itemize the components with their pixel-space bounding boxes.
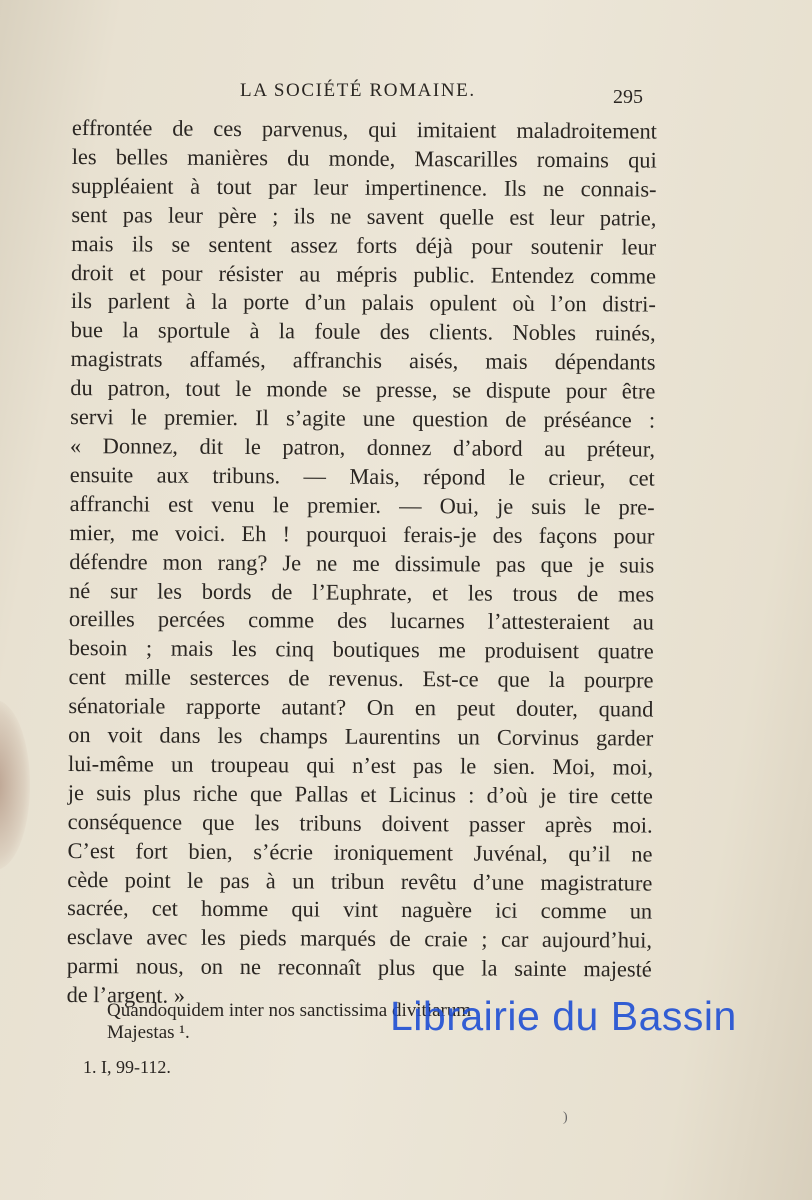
page-number: 295 [613, 86, 643, 108]
text-line: ils parlent à la porte d’un palais opulent où l’on distri- [70, 288, 656, 318]
text-line: droit et pour résister au mépris public. Entendez comme [70, 259, 657, 289]
text-line: les belles manières du monde, Mascarilles romains qui [71, 143, 657, 173]
text-line: sénatoriale rapporte autant? On en peut douter, quand [68, 693, 654, 722]
thumb-shadow [0, 700, 30, 870]
text-line: défendre mon rang? Je ne me dissimule pas que je suis [69, 548, 655, 578]
text-line: magistrats affamés, affranchis aisés, mais dépendants [70, 346, 656, 375]
quote-line-2: Majestas ¹. [107, 1022, 190, 1043]
text-line: affranchi est venu le premier. — Oui, je suis le pre- [69, 490, 655, 520]
text-line: de l’argent. » [66, 982, 186, 1008]
text-line: né sur les bords de l’Euphrate, et les trous de mes [69, 577, 655, 607]
footnote: 1. I, 99-112. [83, 1057, 171, 1077]
text-line: mais ils se sentent assez forts déjà pour soutenir leur [71, 230, 657, 260]
text-line: bue la sportule à la foule des clients. Nobles ruinés, [70, 317, 656, 346]
text-line: besoin ; mais les cinq boutiques me produisent quatre [68, 635, 654, 664]
text-line: cent mille sesterces de revenus. Est-ce que la pourpre [68, 664, 654, 693]
body-text [67, 114, 657, 1014]
text-line: mier, me voici. Eh ! pourquoi ferais-je des façons pour [69, 519, 655, 549]
text-line: effrontée de ces parvenus, qui imitaient maladroitement [71, 114, 657, 144]
text-line: servi le premier. Il s’agite une question de préséance : [70, 404, 656, 433]
text-line: je suis plus riche que Pallas et Licinus : d’où je tire cette [67, 779, 653, 809]
text-line: C’est fort bien, s’écrie ironiquement Juvénal, qu’il ne [67, 837, 653, 867]
text-line: lui-même un troupeau qui n’est pas le sien. Moi, moi, [67, 750, 654, 780]
text-line: parmi nous, on ne reconnaît plus que la sainte majesté [66, 953, 652, 982]
text-line: conséquence que les tribuns doivent passer après moi. [67, 808, 653, 838]
quote-line-1: Quandoquidem inter nos sanctissima divitiarum [107, 1000, 472, 1021]
text-line: cède point le pas à un tribun revêtu d’une magistrature [67, 866, 653, 896]
text-line: ensuite aux tribuns. — Mais, répond le crieur, cet [69, 461, 655, 491]
text-line: sent pas leur père ; ils ne savent quelle est leur patrie, [71, 201, 657, 231]
running-title: LA SOCIÉTÉ ROMAINE. [240, 80, 476, 101]
text-line: on voit dans les champs Laurentins un Corvinus garder [68, 722, 654, 751]
text-line: oreilles percées comme des lucarnes l’attesteraient au [68, 606, 654, 635]
stray-mark: ) [563, 1110, 568, 1125]
text-line: suppléaient à tout par leur impertinence. Ils ne connais- [71, 172, 657, 202]
text-line: « Donnez, dit le patron, donnez d’abord au préteur, [69, 432, 656, 462]
text-line: sacrée, cet homme qui vint naguère ici comme un [67, 895, 653, 925]
watermark: Librairie du Bassin [390, 993, 737, 1039]
text-line: esclave avec les pieds marqués de craie ; car aujourd’hui, [66, 924, 653, 953]
text-line: du patron, tout le monde se presse, se dispute pour être [70, 375, 656, 404]
